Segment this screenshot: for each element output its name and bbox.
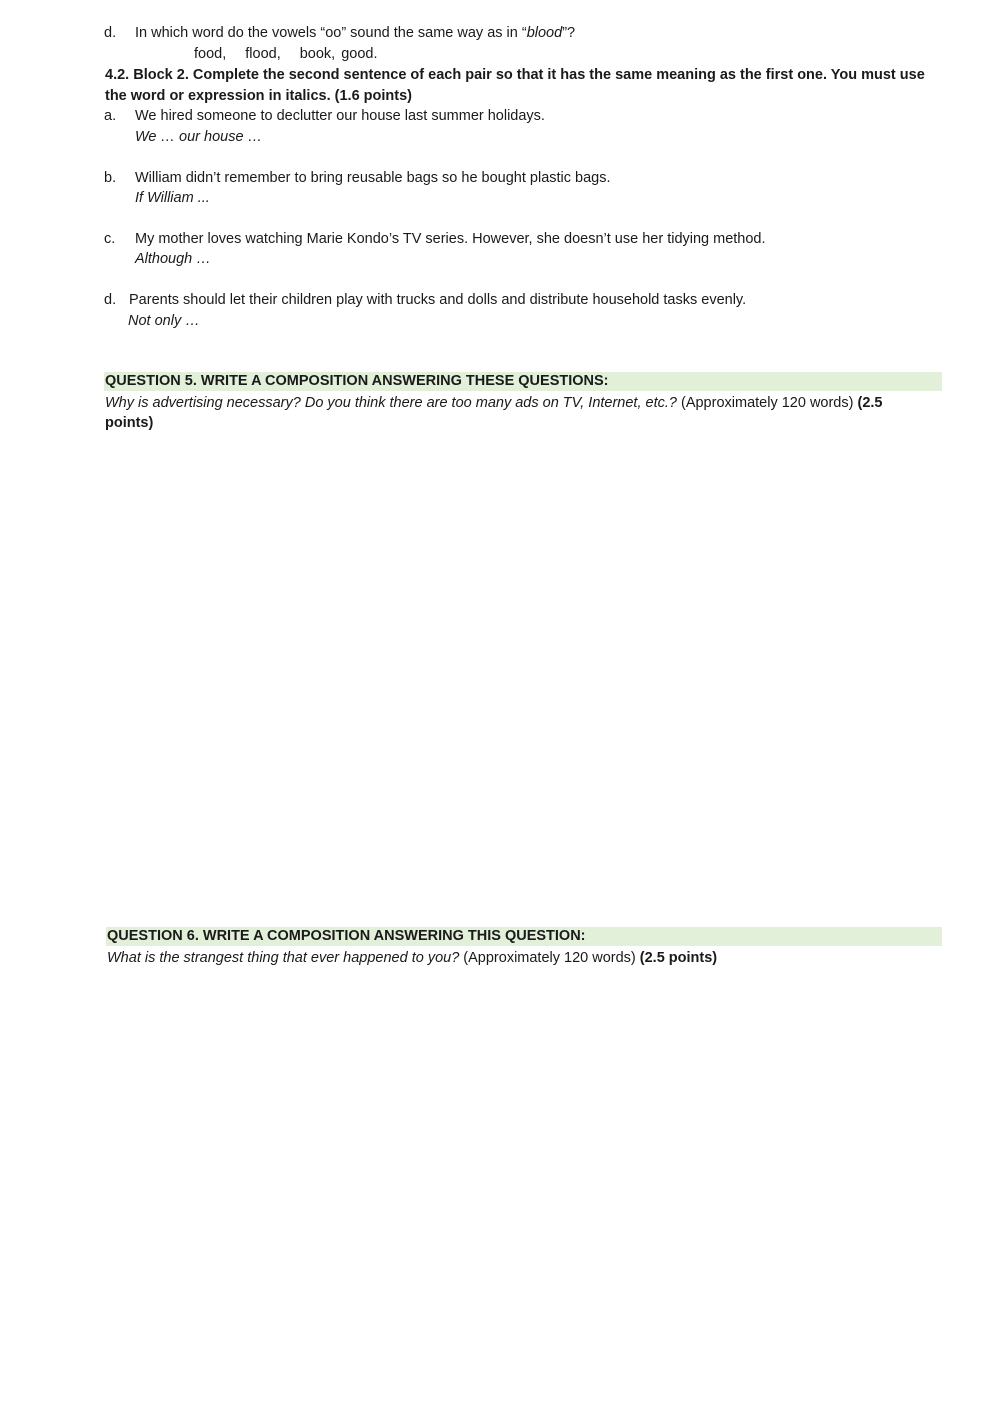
question-word: blood bbox=[526, 25, 563, 41]
question6-points: (2.5 points) bbox=[639, 950, 718, 966]
question-text: In which word do the vowels “oo” sound the same way as in “ bbox=[135, 25, 527, 41]
item-letter: b. bbox=[104, 170, 117, 186]
item-letter: d. bbox=[104, 292, 117, 308]
item-prompt: We … our house … bbox=[135, 129, 263, 145]
item-sentence: Parents should let their children play with trucks and dolls and distribute household tasks evenly. bbox=[129, 292, 747, 308]
question6-prompt-line bbox=[107, 948, 717, 969]
question5-title: QUESTION 5. WRITE A COMPOSITION ANSWERING THESE QUESTIONS: bbox=[105, 373, 609, 389]
question5-points: (2.5 bbox=[857, 395, 883, 411]
item-letter: a. bbox=[104, 108, 117, 124]
question6-title: QUESTION 6. WRITE A COMPOSITION ANSWERING THIS QUESTION: bbox=[107, 928, 586, 944]
item-prompt: Not only … bbox=[128, 313, 200, 329]
item-prompt: Although … bbox=[135, 251, 211, 267]
item-sentence: My mother loves watching Marie Kondo’s TV series. However, she doesn’t use her tidying method. bbox=[135, 231, 766, 247]
block2-instruction-line2: the word or expression in italics. (1.6 points) bbox=[105, 88, 412, 104]
item-sentence: We hired someone to declutter our house last summer holidays. bbox=[135, 108, 545, 124]
question5-word-count: (Approximately 120 words) bbox=[676, 395, 858, 411]
item-prompt: If William ... bbox=[135, 190, 210, 206]
question5-points-cont: points) bbox=[105, 415, 154, 431]
vowel-question bbox=[104, 23, 575, 44]
option-word: book, bbox=[299, 46, 336, 62]
question6-prompt: What is the strangest thing that ever happened to you? bbox=[107, 950, 460, 966]
option-word: food, bbox=[194, 46, 227, 62]
list-item bbox=[104, 290, 746, 311]
option-word: flood, bbox=[245, 46, 281, 62]
question-text-end: ”? bbox=[562, 25, 576, 41]
item-sentence: William didn’t remember to bring reusable bags so he bought plastic bags. bbox=[135, 170, 611, 186]
question5-prompt-line1 bbox=[105, 393, 882, 414]
list-item bbox=[104, 229, 766, 250]
list-item bbox=[104, 168, 611, 189]
option-word: good. bbox=[341, 46, 378, 62]
item-letter: c. bbox=[104, 231, 116, 247]
question5-prompt: Why is advertising necessary? Do you think there are too many ads on TV, Internet, etc.? bbox=[105, 395, 677, 411]
vowel-options bbox=[194, 44, 378, 65]
block2-label: Block 2 bbox=[133, 67, 185, 83]
list-item bbox=[104, 106, 545, 127]
block2-number: 4.2. bbox=[105, 67, 130, 83]
block2-instruction-line1: 4.2. Block 2. Complete the second sentence of each pair so that it has the same meaning as the first one. You must use bbox=[105, 67, 925, 83]
item-letter: d. bbox=[104, 25, 117, 41]
question6-word-count: (Approximately 120 words) bbox=[459, 950, 640, 966]
